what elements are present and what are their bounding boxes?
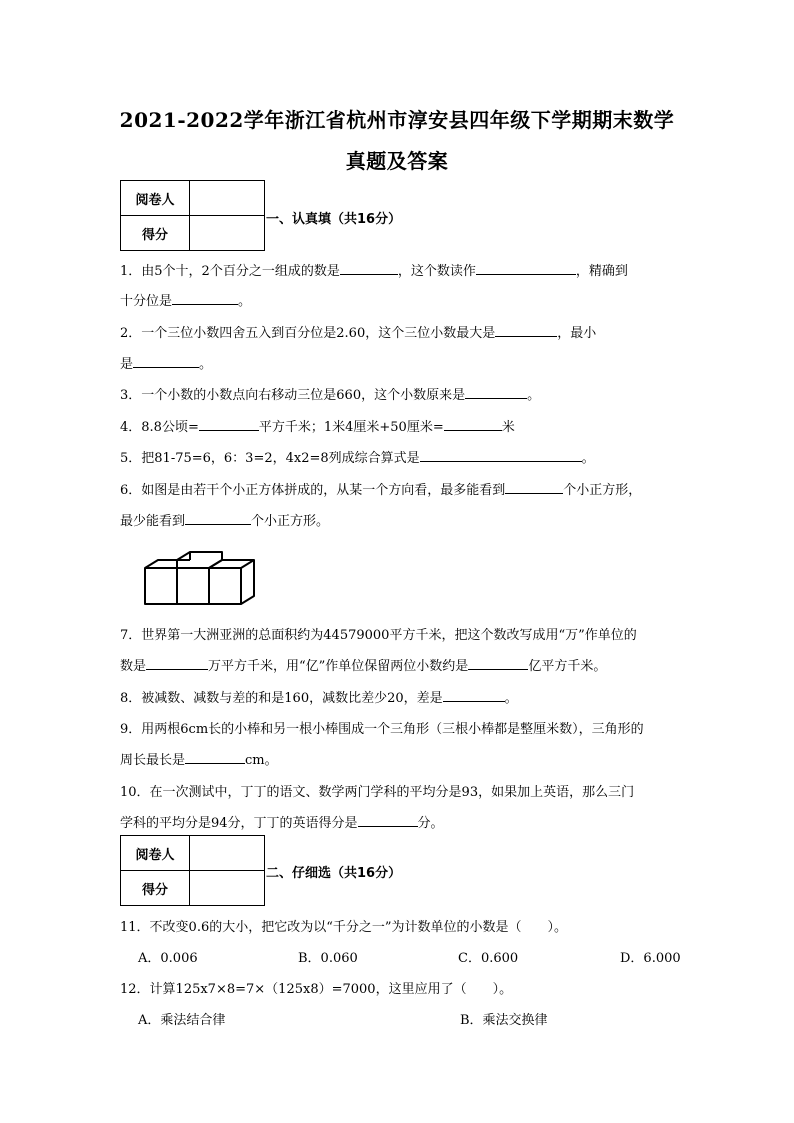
question-8: 8．被减数、减数与差的和是160，减数比差少20，差是 。 (120, 687, 518, 706)
score-label: 得分 (121, 216, 190, 251)
answer-blank (133, 353, 199, 368)
reviewer-label: 阅卷人 (121, 181, 190, 216)
answer-blank (420, 447, 582, 462)
answer-blank (443, 687, 505, 702)
question-6-line1: 6．如图是由若干个小正方体拼成的，从某一个方向看，最多能看到 个小正方形， (120, 479, 641, 498)
question-1-line2: 十分位是 。 (120, 290, 251, 309)
question-9-line1: 9．用两根6cm长的小棒和另一根小棒围成一个三角形（三根小棒都是整厘米数），三角形的 (120, 722, 644, 737)
cube-front-1 (145, 568, 177, 604)
q11-option-d[interactable]: D．6.000 (620, 951, 681, 966)
question-3: 3．一个小数的小数点向右移动三位是660，这个小数原来是 。 (120, 384, 540, 403)
reviewer-label: 阅卷人 (121, 836, 190, 871)
section-1-heading: 一、认真填（共16分） (266, 212, 402, 227)
answer-blank (172, 290, 238, 305)
cube-front-2 (177, 568, 209, 604)
answer-blank (185, 749, 245, 764)
reviewer-cell (190, 836, 265, 871)
answer-blank (146, 655, 208, 670)
question-7-line1: 7．世界第一大洲亚洲的总面积约为44579000平方千米，把这个数改写成用“万”作单位的 (120, 628, 637, 643)
question-10-line2: 学科的平均分是94分，丁丁的英语得分是 分。 (120, 812, 444, 831)
page-title-line2: 真题及答案 (345, 149, 449, 173)
answer-blank (465, 384, 527, 399)
question-7-line2: 数是 万平方千米，用“亿”作单位保留两位小数约是 亿平方千米。 (120, 655, 606, 674)
question-5: 5．把81-75=6，6：3=2，4x2=8列成综合算式是 。 (120, 447, 595, 466)
score-cell (190, 871, 265, 906)
question-12: 12．计算125x7×8=7×（125x8）=7000，这里应用了（ ）。 (120, 982, 513, 997)
answer-blank (495, 322, 557, 337)
question-9-line2: 周长最长是 cm。 (120, 749, 278, 768)
q11-option-b[interactable]: B．0.060 (298, 951, 358, 966)
q12-option-a[interactable]: A．乘法结合律 (138, 1013, 226, 1028)
question-10-line1: 10．在一次测试中，丁丁的语文、数学两门学科的平均分是93，如果加上英语，那么三门 (120, 785, 635, 800)
answer-blank (505, 479, 563, 494)
reviewer-cell (190, 181, 265, 216)
question-11: 11．不改变0.6的大小，把它改为以“千分之一”为计数单位的小数是（ ）。 (120, 920, 568, 935)
section-2-heading: 二、仔细选（共16分） (266, 866, 402, 881)
answer-blank (476, 260, 576, 275)
q11-option-a[interactable]: A．0.006 (138, 951, 198, 966)
question-4: 4．8.8公顷= 平方千米；1米4厘米+50厘米= 米 (120, 416, 515, 435)
cube-figure (140, 548, 258, 608)
answer-blank (199, 416, 259, 431)
answer-blank (185, 510, 251, 525)
question-2-line1: 2．一个三位小数四舍五入到百分位是2.60，这个三位小数最大是 ，最小 (120, 322, 596, 341)
cube-front-3 (209, 568, 241, 604)
answer-blank (468, 655, 528, 670)
score-cell (190, 216, 265, 251)
answer-blank (444, 416, 502, 431)
q12-option-b[interactable]: B．乘法交换律 (460, 1013, 548, 1028)
grader-box-1 (120, 180, 265, 251)
answer-blank (358, 812, 418, 827)
question-6-line2: 最少能看到 个小正方形。 (120, 510, 329, 529)
question-1-line1: 1．由5个十，2个百分之一组成的数是 ，这个数读作 ，精确到 (120, 260, 628, 279)
q11-option-c[interactable]: C．0.600 (458, 951, 519, 966)
grader-box-2 (120, 835, 265, 906)
question-2-line2: 是 。 (120, 353, 212, 372)
answer-blank (340, 260, 398, 275)
score-label: 得分 (121, 871, 190, 906)
page-title-line1: 2021-2022学年浙江省杭州市淳安县四年级下学期期末数学 (119, 108, 675, 132)
